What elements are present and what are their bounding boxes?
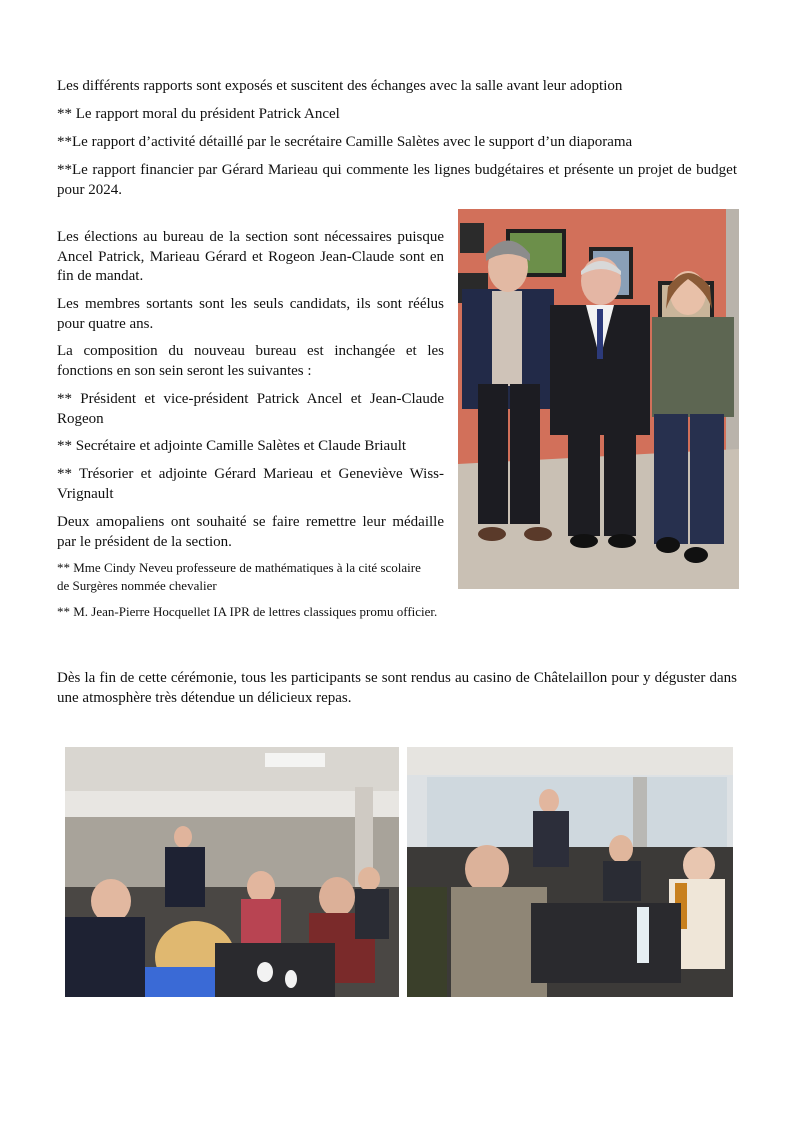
president-item: ** Président et vice-président Patrick Ancel et Jean-Claude Rogeon	[57, 391, 444, 427]
sortants-paragraph: Les membres sortants sont les seuls candidats, ils sont réélus pour quatre ans.	[57, 296, 444, 332]
elections-paragraph: Les élections au bureau de la section sont nécessaires puisque Ancel Patrick, Marieau Gérard et Rogeon Jean-Claude sont en fin de mandat.	[57, 229, 444, 284]
tresorier-item: ** Trésorier et adjointe Gérard Marieau et Geneviève Wiss-Vrignault	[57, 466, 444, 502]
report-activite-item: **Le rapport d’activité détaillé par le secrétaire Camille Salètes avec le support d’un diaporama	[57, 134, 633, 150]
restaurant-photo-right	[407, 747, 733, 997]
neveu-item: ** Mme Cindy Neveu professeure de mathématiques à la cité scolaire de Surgères nommée chevalier	[57, 560, 421, 593]
amopaliens-paragraph: Deux amopaliens ont souhaité se faire remettre leur médaille par le président de la section.	[57, 514, 444, 550]
casino-paragraph: Dès la fin de cette cérémonie, tous les participants se sont rendus au casino de Châtelaillon pour y déguster dans une atmosphère très détendue un délicieux repas.	[57, 670, 737, 706]
intro-paragraph: Les différents rapports sont exposés et suscitent des échanges avec la salle avant leur adoption	[57, 78, 623, 94]
report-moral-item: ** Le rapport moral du président Patrick Ancel	[57, 106, 340, 122]
report-financier-item: **Le rapport financier par Gérard Marieau qui commente les lignes budgétaires et présente un projet de budget pour 2024.	[57, 162, 737, 198]
restaurant-photo-left	[65, 747, 399, 997]
hocquellet-item: ** M. Jean-Pierre Hocquellet IA IPR de lettres classiques promu officier.	[57, 604, 438, 619]
composition-paragraph: La composition du nouveau bureau est inchangée et les fonctions en son sein seront les suivantes :	[57, 343, 444, 379]
secretaire-item: ** Secrétaire et adjointe Camille Salètes et Claude Briault	[57, 438, 407, 454]
ceremony-photo	[458, 209, 739, 589]
